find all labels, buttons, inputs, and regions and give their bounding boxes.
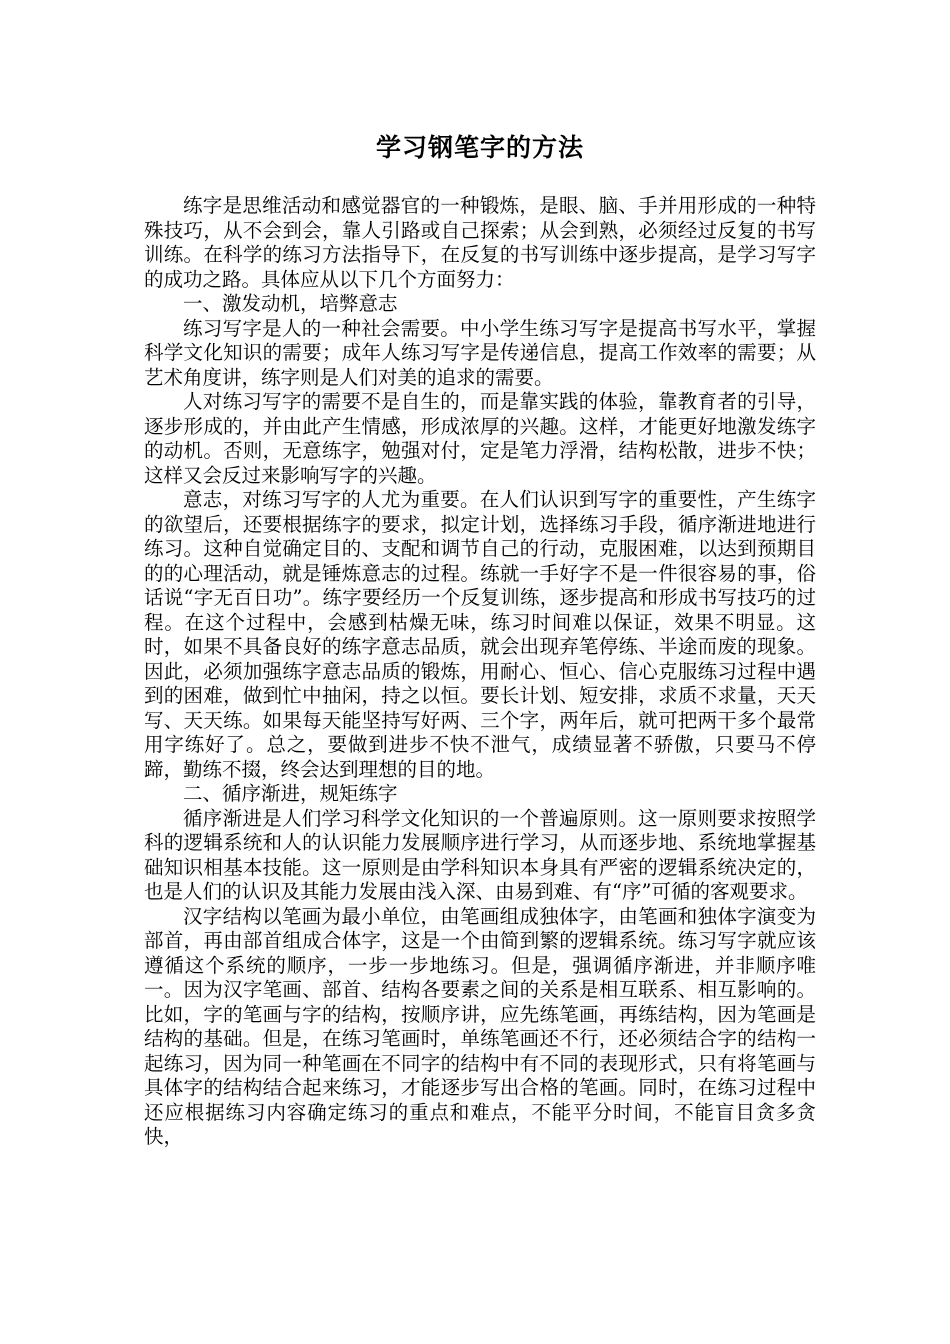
paragraph: 意志，对练习写字的人尤为重要。在人们认识到写字的重要性，产生练字的欲望后，还要根据练字的要求，拟定计划，选择练习手段，循序渐进地进行练习。这种自觉确定目的、支配和调节自己的行动，克服困难，以达到预期目的的心理活动，就是锤炼意志的过程。练就一手好字不是一件很容易的事，俗话说“字无百日功”。练字要经历一个反复训练，逐步提高和形成书写技巧的过程。在这个过程中，会感到枯燥无味，练习时间难以保证，效果不明显。这时，如果不具备良好的练字意志品质，就会出现弃笔停练、半途而废的现象。因此，必须加强练字意志品质的锻炼，用耐心、恒心、信心克服练习过程中遇到的困难，做到忙中抽闲，持之以恒。要长计划、短安排，求质不求量，天天写、天天练。如果每天能坚持写好两、三个字，两年后，就可把两干多个最常用字练好了。总之，要做到进步不快不泄气，成绩显著不骄傲，只要马不停蹄，勤练不掇，终会达到理想的目的地。 [144,488,816,781]
paragraph: 人对练习写字的需要不是自生的，而是靠实践的体验，靠教育者的引导，逐步形成的，并由此产生情感，形成浓厚的兴趣。这样，才能更好地激发练字的动机。否则，无意练字，勉强对付，定是笔力浮滑，结构松散，进步不快；这样又会反过来影响写字的兴趣。 [144,390,816,487]
paragraph: 循序渐进是人们学习科学文化知识的一个普遍原则。这一原则要求按照学科的逻辑系统和人的认识能力发展顺序进行学习，从而逐步地、系统地掌握基础知识相基本技能。这一原则是由学科知识本身具有严密的逻辑系统决定的，也是人们的认识及其能力发展由浅入深、由易到难、有“序”可循的客观要求。 [144,806,816,903]
paragraph-intro: 练字是思维活动和感觉器官的一种锻炼，是眼、脑、手并用形成的一种特殊技巧，从不会到会，靠人引路或自己探索；从会到熟，必须经过反复的书写训练。在科学的练习方法指导下，在反复的书写训练中逐步提高，是学习写字的成功之路。具体应从以下几个方面努力： [144,194,816,291]
document-title: 学习钢笔字的方法 [375,133,584,162]
section-heading-2: 二、循序渐进，规矩练字 [183,782,398,805]
document-content [144,128,816,1150]
paragraph: 练习写字是人的一种社会需要。中小学生练习写字是提高书写水平，掌握科学文化知识的需要；成年人练习写字是传递信息，提高工作效率的需要；从艺术角度讲，练字则是人们对美的追求的需要。 [144,316,816,389]
section-heading-1: 一、激发动机，培弊意志 [183,292,398,315]
document-body [144,194,816,1150]
paragraph: 汉字结构以笔画为最小单位，由笔画组成独体字，由笔画和独体字演变为部首，再由部首组成合体字，这是一个由简到繁的逻辑系统。练习写字就应该遵循这个系统的顺序，一步一步地练习。但是，强调循序渐进，并非顺序唯一。因为汉字笔画、部首、结构各要素之间的关系是相互联系、相互影响的。比如，字的笔画与字的结构，按顺序讲，应先练笔画，再练结构，因为笔画是结构的基础。但是，在练习笔画时，单练笔画还不行，还必须结合字的结构一起练习，因为同一种笔画在不同字的结构中有不同的表现形式，只有将笔画与具体字的结构结合起来练习，才能逐步写出合格的笔画。同时，在练习过程中还应根据练习内容确定练习的重点和难点，不能平分时间，不能盲目贪多贪快， [144,904,816,1148]
